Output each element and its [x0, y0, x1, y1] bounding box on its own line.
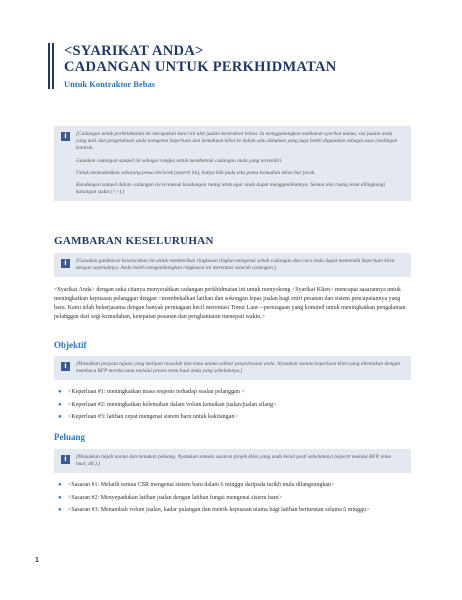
- overview-tip-box[interactable]: [54, 253, 411, 277]
- list-item: ● <Keperluan #1: meningkatkan masa respons terhadap soalan pelanggan >: [58, 389, 245, 395]
- bullet-icon: ●: [58, 389, 62, 395]
- overview-heading: GAMBARAN KESELURUHAN: [54, 235, 214, 247]
- objective-heading: Objektif: [54, 340, 87, 350]
- company-name: <SYARIKAT ANDA>: [64, 43, 204, 59]
- intro-tip-paragraph: Untuk memadamkan sebarang petua berlorek (seperti ini), hanya klik pada teks petua kemudian tekan bar jarak.: [76, 169, 316, 176]
- opportunity-heading: Peluang: [54, 432, 86, 442]
- objective-list: [58, 388, 408, 426]
- document-subtitle: Untuk Kontraktor Bebas: [64, 79, 155, 89]
- bullet-icon: ●: [58, 401, 62, 408]
- bullet-icon: ●: [58, 494, 62, 501]
- opportunity-tip-text: [Masukkan hajah utama dan tentukan peluang. Nyatakan semula sasaran projek klien yang anda kenal pasti sebelumnya (seperti melalui RFP, temu bual, dll.).]: [76, 454, 391, 468]
- info-icon: i: [61, 455, 70, 464]
- info-icon: i: [61, 259, 70, 268]
- objective-tip-box[interactable]: [54, 356, 411, 380]
- list-item: ● <Keperluan #3: latihan cepat mengenai sistem baru untuk kakitangan>: [58, 414, 238, 420]
- intro-tip-box[interactable]: [54, 126, 411, 201]
- overview-tip-text: [Gunakan gambaran keseluruhan ini untuk memberikan ringkasan tingkat mengenai sebab cadangan dan cara anda dapat memenuhi keperluan klien dengan sepenuhnya. Anda boleh mengembangkan ringkasan ini merentasi seluruh cadangan.]: [76, 258, 395, 272]
- intro-tip-paragraph: Gunakan cadangan sampel ini sebagai rangka untuk membentuk cadangan anda yang tersendiri.: [76, 157, 283, 164]
- list-item: ● <Sasaran #2: Menyepadukan latihan jualan dengan latihan fungsi mengenai sistem baru>: [58, 494, 283, 501]
- overview-body: <Syarikat Anda> dengan suka citanya menyerahkan cadangan perkhidmatan ini untuk menyokong <Syarikat Klien> mencapai sasarannya untuk meningkatkan kepuasan pelanggan dengan <membekalkan latihan dan sokongan lepas jualan bagi entri pesanan dan sistem pencapaiannya yang baru. Kami telah bekerjasama dengan banyak perniagaan kecil merentasi Timur Laut—perniagaan yang komited untuk meningkatkan pengalaman pelanggan dari segi kemudahan, ketepatan pesanan dan penghantaran menepati waktu.>: [54, 287, 406, 320]
- title-block: [48, 43, 337, 89]
- bullet-icon: ●: [58, 414, 62, 420]
- info-icon: i: [61, 362, 70, 371]
- intro-tip-paragraph: Kandungan sampel dalam cadangan ini termasuk kandungan ruang letak agar anda dapat menggantikannya. Semua teks ruang letak dilingkungi kurungan sudut (<>).]: [76, 182, 385, 196]
- list-item: ● <Sasaran #1: Melatih semua CSR mengenai sistem baru dalam 6 minggu daripada tarikh mula dilangsungkan>: [58, 482, 335, 488]
- opportunity-tip-box[interactable]: [54, 449, 411, 473]
- bullet-icon: ●: [58, 507, 62, 513]
- page-number: 1: [35, 557, 39, 564]
- list-item: ● <Keperluan #2: meningkatkan kelemahan dalam volum kenaikan jualan/jualan silang>: [58, 401, 277, 408]
- bullet-icon: ●: [58, 482, 62, 488]
- intro-tip-paragraph: [Cadangan untuk perkhidmatan ini merupakan kunci kit alat jualan kontraktor bebas. Ia menggabungkan maklumat syarikat utama, sisi jualan anda yang unik dan pengetahuan anda mengenai keperluan dan kemahuan klien ke dalam satu dokumen yang juga boleh digunakan sebagai asas rundingan kontrak.: [76, 131, 398, 152]
- document-title: CADANGAN UNTUK PERKHIDMATAN: [64, 59, 337, 75]
- objective-tip-text: [Masukkan penyata tujuan yang melipati masalah dan tema utama sekitar penyelesaian anda. Nyatakan semula keperluan klien yang ditentukan dengan membaca RFP mereka atau melalui proses temu bual anda yang sebelumnya.]: [76, 361, 401, 375]
- opportunity-list: [58, 481, 408, 519]
- list-item: ● <Sasaran #3: Menambah volum jualan, kadar pulangan dan metrik kepuasan utama bagi latihan berturutan selama 6 minggu>: [58, 507, 370, 513]
- info-icon: i: [61, 132, 70, 141]
